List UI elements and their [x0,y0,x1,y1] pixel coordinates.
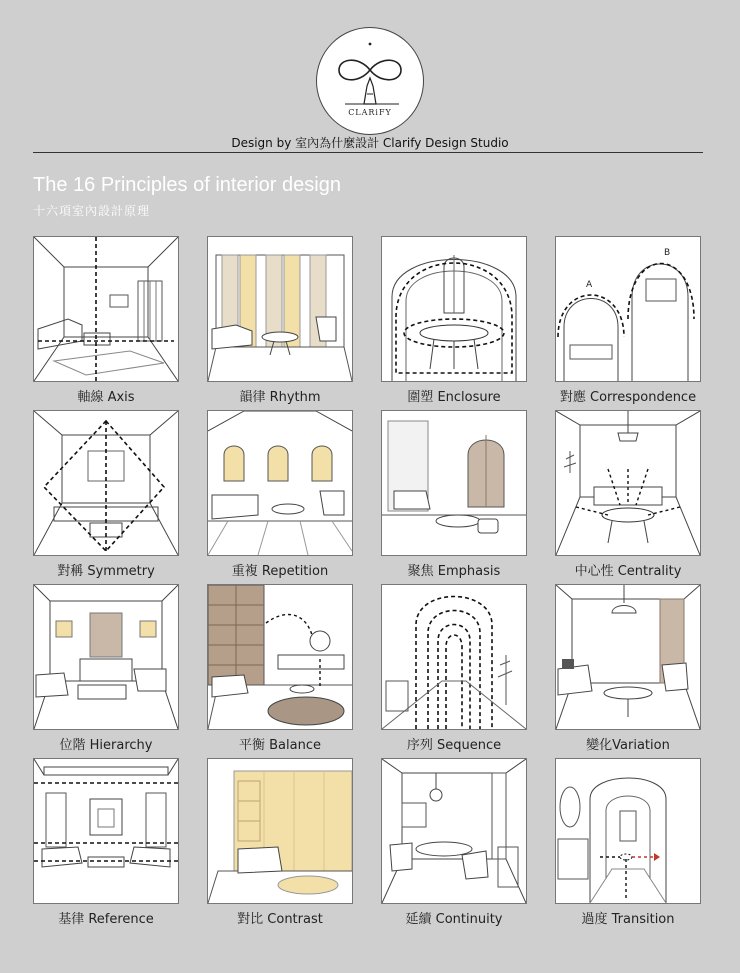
principle-label: 對應 Correspondence [559,390,697,405]
principle-card-sequence [381,584,527,753]
infinity-loop-pencil-icon [317,28,423,134]
principle-card-emphasis [381,410,527,579]
balance-illustration [207,584,353,730]
principle-card-rhythm [207,236,353,405]
logo [316,27,424,135]
principle-card-symmetry [33,410,179,579]
emphasis-illustration [381,410,527,556]
principle-label: 對比 Contrast [237,912,323,927]
continuity-illustration [381,758,527,904]
principle-label: 變化Variation [586,738,670,753]
principle-label: 圍塑 Enclosure [407,390,501,405]
principle-card-axis [33,236,179,405]
mark-b-label: B [664,248,671,258]
principle-label: 軸線 Axis [77,390,135,405]
repetition-illustration [207,410,353,556]
principle-card-transition [555,758,701,927]
principle-card-variation [555,584,701,753]
principle-card-correspondence [555,236,701,405]
hierarchy-illustration [33,584,179,730]
principle-label: 平衡 Balance [239,738,321,753]
principle-card-repetition [207,410,353,579]
principle-card-contrast [207,758,353,927]
principle-label: 對稱 Symmetry [57,564,155,579]
centrality-illustration [555,410,701,556]
header-divider [33,152,703,153]
principle-label: 延續 Continuity [405,912,503,927]
studio-credit: Design by 室內為什麼設計 Clarify Design Studio [231,136,509,150]
mark-a-label: A [586,280,593,290]
principle-card-continuity [381,758,527,927]
principle-label: 重複 Repetition [231,564,329,579]
principle-label: 中心性 Centrality [574,564,682,579]
principle-label: 位階 Hierarchy [59,738,153,753]
symmetry-illustration [33,410,179,556]
principle-label: 聚焦 Emphasis [407,564,501,579]
reference-illustration [33,758,179,904]
principle-label: 基律 Reference [58,912,154,927]
axis-illustration [33,236,179,382]
enclosure-illustration [381,236,527,382]
principle-card-reference [33,758,179,927]
principle-card-centrality [555,410,701,579]
principle-card-balance [207,584,353,753]
sequence-illustration [381,584,527,730]
contrast-illustration [207,758,353,904]
logo-wordmark: CLARiFY [348,108,392,117]
page-subtitle: 十六項室內設計原理 [33,204,151,218]
rhythm-illustration [207,236,353,382]
principle-card-hierarchy [33,584,179,753]
principle-label: 過度 Transition [581,912,675,927]
principle-card-enclosure [381,236,527,405]
principle-label: 序列 Sequence [406,738,502,753]
transition-illustration [555,758,701,904]
variation-illustration [555,584,701,730]
principle-label: 韻律 Rhythm [239,390,321,405]
correspondence-illustration [555,236,701,382]
page-title: The 16 Principles of interior design [33,174,341,196]
